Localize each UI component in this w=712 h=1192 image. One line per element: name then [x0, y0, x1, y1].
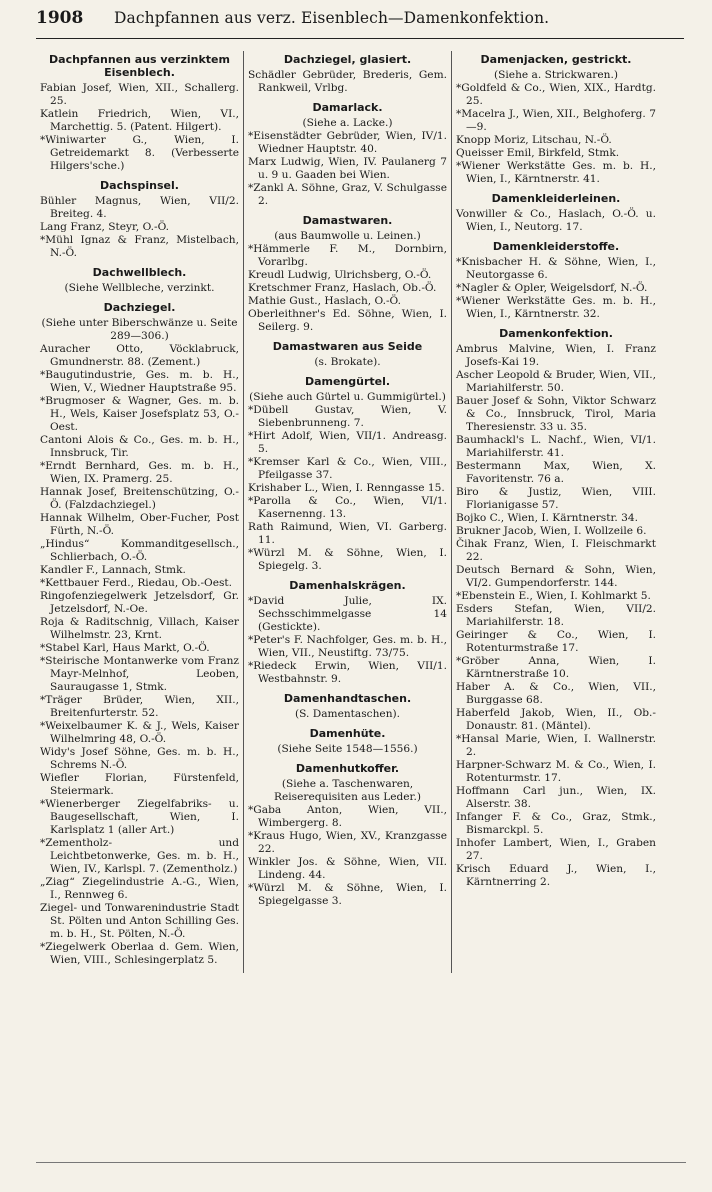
listing-section — [248, 53, 447, 95]
listing-entry: Widy's Josef Söhne, Ges. m. b. H., Schrems N.-Ö. — [40, 746, 239, 771]
listing-entry: Rath Raimund, Wien, VI. Garberg. 11. — [248, 521, 447, 546]
listing-entry: Deutsch Bernard & Sohn, Wien, VI/2. Gumpendorferstr. 144. — [456, 564, 656, 589]
listing-section — [248, 579, 447, 686]
listing-entry: Winkler Jos. & Söhne, Wien, VII. Lindeng. 44. — [248, 856, 447, 881]
listing-entry: Harpner-Schwarz M. & Co., Wien, I. Rotenturmstr. 17. — [456, 759, 656, 784]
listing-entry: Wiefler Florian, Fürstenfeld, Steiermark. — [40, 772, 239, 797]
listing-entry: Hannak Josef, Breitenschützing, O.-Ö. (Falzdachziegel.) — [40, 486, 239, 511]
listing-entry: Auracher Otto, Vöcklabruck, Gmundnerstr. 88. (Zement.) — [40, 343, 239, 368]
listing-entry: Ziegel- und Tonwarenindustrie Stadt St. Pölten und Anton Schilling Ges. m. b. H., St. Pölten, N.-Ö. — [40, 902, 239, 940]
listing-entry: *Würzl M. & Söhne, Wien, I. Spiegelgasse 3. — [248, 882, 447, 907]
section-heading: Dachziegel. — [103, 301, 176, 314]
listing-entry: Brukner Jacob, Wien, I. Wollzeile 6. — [456, 525, 647, 537]
listing-entry: Krisch Eduard J., Wien, I., Kärntnerring 2. — [456, 863, 656, 888]
listing-entry: Fabian Josef, Wien, XII., Schallerg. 25. — [40, 82, 239, 107]
listing-entry: *Stabel Karl, Haus Markt, O.-Ö. — [40, 642, 210, 654]
listing-entry: Infanger F. & Co., Graz, Stmk., Bismarckpl. 5. — [456, 811, 656, 836]
listing-entry: *Brugmoser & Wagner, Ges. m. b. H., Wels, Kaiser Josefsplatz 53, O.-Oest. — [40, 395, 239, 433]
listing-entry: Vonwiller & Co., Haslach, O.-Ö. u. Wien, I., Neutorg. 17. — [456, 208, 656, 233]
section-heading: Dachziegel, glasiert. — [283, 53, 412, 66]
listing-entry: *Knisbacher H. & Söhne, Wien, I., Neutorgasse 6. — [456, 256, 656, 281]
listing-entry: *Wienerberger Ziegelfabriks- u. Baugesellschaft, Wien, I. Karlsplatz 1 (aller Art.) — [40, 798, 239, 836]
listing-entry: *Dübell Gustav, Wien, V. Siebenbrunneng. 7. — [248, 404, 447, 429]
listing-entry: Kreudl Ludwig, Ulrichsberg, O.-Ö. — [248, 269, 432, 281]
listing-entry: Inhofer Lambert, Wien, I., Graben 27. — [456, 837, 656, 862]
listing-entry: *Baugutindustrie, Ges. m. b. H., Wien, V., Wiedner Hauptstraße 95. — [40, 369, 239, 394]
listing-entry: *Eisenstädter Gebrüder, Wien, IV/1. Wiedner Hauptstr. 40. — [248, 130, 447, 155]
listing-entry: *Gaba Anton, Wien, VII., Wimbergerg. 8. — [248, 804, 447, 829]
section-heading: Dachwellblech. — [92, 266, 187, 279]
listing-entry: Marx Ludwig, Wien, IV. Paulanerg 7 u. 9 u. Gaaden bei Wien. — [248, 156, 447, 181]
listing-entry: Ascher Leopold & Bruder, Wien, VII., Mariahilferstr. 50. — [456, 369, 656, 394]
listing-entry: *Mühl Ignaz & Franz, Mistelbach, N.-Ö. — [40, 234, 239, 259]
listing-entry: *Steirische Montanwerke vom Franz Mayr-Melnhof, Leoben, Sauraugasse 1, Stmk. — [40, 655, 239, 693]
listing-section — [248, 692, 447, 721]
listing-entry: Cantoni Alois & Co., Ges. m. b. H., Innsbruck, Tir. — [40, 434, 239, 459]
section-heading: Damenkleiderleinen. — [491, 192, 621, 205]
listing-entry: *Hirt Adolf, Wien, VII/1. Andreasg. 5. — [248, 430, 447, 455]
listing-entry: *Goldfeld & Co., Wien, XIX., Hardtg. 25. — [456, 82, 656, 107]
section-heading: Damarlack. — [312, 101, 383, 114]
listing-entry: Oberleithner's Ed. Söhne, Wien, I. Seilerg. 9. — [248, 308, 447, 333]
column-1 — [36, 51, 244, 973]
listing-entry: *Hansal Marie, Wien, I. Wallnerstr. 2. — [456, 733, 656, 758]
listing-entry: *Ziegelwerk Oberlaa d. Gem. Wien, Wien, VIII., Schlesingerplatz 5. — [40, 941, 239, 966]
cross-reference: (Siehe Seite 1548—1556.) — [277, 743, 418, 755]
listing-section — [248, 340, 447, 369]
listing-entry: *Ebenstein E., Wien, I. Kohlmarkt 5. — [456, 590, 651, 602]
listing-entry: Esders Stefan, Wien, VII/2. Mariahilferstr. 18. — [456, 603, 656, 628]
cross-reference: (Siehe unter Biberschwänze u. Seite 289—306.) — [41, 317, 238, 342]
listing-section — [40, 301, 239, 967]
column-3 — [452, 51, 660, 973]
listing-entry: Haber A. & Co., Wien, VII., Burggasse 68. — [456, 681, 656, 706]
page-number: 1908 — [36, 8, 84, 28]
listing-section — [248, 375, 447, 573]
page-header — [36, 8, 684, 39]
listing-entry: Lang Franz, Steyr, O.-Ö. — [40, 221, 170, 233]
section-heading: Damastwaren. — [302, 214, 393, 227]
listing-entry: *Erndt Bernhard, Ges. m. b. H., Wien, IX. Pramerg. 25. — [40, 460, 239, 485]
listing-entry: Baumhackl's L. Nachf., Wien, VI/1. Mariahilferstr. 41. — [456, 434, 656, 459]
section-heading: Damenhüte. — [309, 727, 386, 740]
listing-entry: Kretschmer Franz, Haslach, Ob.-Ö. — [248, 282, 437, 294]
listing-entry: *Würzl M. & Söhne, Wien, I. Spiegelg. 3. — [248, 547, 447, 572]
listing-entry: Bestermann Max, Wien, X. Favoritenstr. 76 a. — [456, 460, 656, 485]
listing-section — [248, 762, 447, 908]
section-heading: Damenhandtaschen. — [283, 692, 412, 705]
listing-entry: Bojko C., Wien, I. Kärntnerstr. 34. — [456, 512, 638, 524]
listing-entry: Katlein Friedrich, Wien, VI., Marchettig. 5. (Patent. Hilgert). — [40, 108, 239, 133]
section-heading: Damengürtel. — [304, 375, 391, 388]
listing-entry: *Weixelbaumer K. & J., Wels, Kaiser Wilhelmring 48, O.-Ö. — [40, 720, 239, 745]
listing-entry: *Parolla & Co., Wien, VI/1. Kasernenng. 13. — [248, 495, 447, 520]
section-heading: Damenhalskrägen. — [289, 579, 406, 592]
listing-entry: *Gröber Anna, Wien, I. Kärntnerstraße 10. — [456, 655, 656, 680]
listing-section — [40, 179, 239, 260]
listing-entry: Bühler Magnus, Wien, VII/2. Breiteg. 4. — [40, 195, 239, 220]
listing-entry: Biro & Justiz, Wien, VIII. Florianigasse 57. — [456, 486, 656, 511]
listing-entry: *David Julie, IX. Sechsschimmelgasse 14 (Gestickte). — [248, 595, 447, 633]
listing-entry: Hoffmann Carl jun., Wien, IX. Alserstr. 38. — [456, 785, 656, 810]
cross-reference: (Siehe a. Strickwaren.) — [494, 69, 618, 81]
listing-entry: *Winiwarter G., Wien, I. Getreidemarkt 8. (Verbesserte Hilgers'sche.) — [40, 134, 239, 172]
listing-entry: Geiringer & Co., Wien, I. Rotenturmstraße 17. — [456, 629, 656, 654]
listing-entry: Kandler F., Lannach, Stmk. — [40, 564, 186, 576]
section-heading: Dachpfannen aus verzinktem Eisenblech. — [49, 53, 230, 79]
listing-entry: *Nagler & Opler, Weigelsdorf, N.-Ö. — [456, 282, 648, 294]
listing-entry: Krishaber L., Wien, I. Renngasse 15. — [248, 482, 445, 494]
listing-entry: *Kraus Hugo, Wien, XV., Kranzgasse 22. — [248, 830, 447, 855]
cross-reference: (Siehe auch Gürtel u. Gummigürtel.) — [249, 391, 446, 403]
listing-entry: Mathie Gust., Haslach, O.-Ö. — [248, 295, 401, 307]
listing-entry: Čihak Franz, Wien, I. Fleischmarkt 22. — [456, 538, 656, 563]
section-heading: Damenkleiderstoffe. — [492, 240, 620, 253]
section-heading: Dachspinsel. — [100, 179, 179, 192]
listing-section — [40, 266, 239, 295]
cross-reference: (s. Brokate). — [314, 356, 381, 368]
section-heading: Damenkonfektion. — [499, 327, 613, 340]
section-heading: Damenjacken, gestrickt. — [480, 53, 632, 66]
listing-entry: Ringofenziegelwerk Jetzelsdorf, Gr. Jetzelsdorf, N.-Oe. — [40, 590, 239, 615]
cross-reference: (Siehe a. Lacke.) — [302, 117, 393, 129]
listing-section — [248, 727, 447, 756]
listing-entry: „Hindus“ Kommanditgesellsch., Schlierbach, O.-Ö. — [40, 538, 239, 563]
listing-entry: Queisser Emil, Birkfeld, Stmk. — [456, 147, 620, 159]
cross-reference: (S. Damentaschen). — [294, 708, 401, 720]
cross-reference: (aus Baumwolle u. Leinen.) — [274, 230, 421, 242]
listing-entry: *Zankl A. Söhne, Graz, V. Schulgasse 2. — [248, 182, 447, 207]
cross-reference: (Siehe Wellbleche, verzinkt. — [64, 282, 215, 294]
listing-entry: Bauer Josef & Sohn, Viktor Schwarz & Co., Innsbruck, Tirol, Maria Theresienstr. 33 u. 35. — [456, 395, 656, 433]
listing-entry: *Wiener Werkstätte Ges. m. b. H., Wien, I., Kärntnerstr. 32. — [456, 295, 656, 320]
section-heading: Damenhutkoffer. — [295, 762, 400, 775]
listing-entry: Schädler Gebrüder, Brederis, Gem. Rankweil, Vrlbg. — [248, 69, 447, 94]
listing-section — [456, 240, 656, 321]
listing-section — [456, 192, 656, 234]
listing-entry: Ambrus Malvine, Wien, I. Franz Josefs-Kai 19. — [456, 343, 656, 368]
listing-section — [40, 53, 239, 173]
listing-entry: *Hämmerle F. M., Dornbirn, Vorarlbg. — [248, 243, 447, 268]
listing-entry: *Peter's F. Nachfolger, Ges. m. b. H., Wien, VII., Neustiftg. 73/75. — [248, 634, 447, 659]
page-title: Dachpfannen aus verz. Eisenblech—Damenkonfektion. — [114, 9, 550, 27]
listing-entry: *Wiener Werkstätte Ges. m. b. H., Wien, I., Kärntnerstr. 41. — [456, 160, 656, 185]
listing-section — [456, 53, 656, 186]
section-heading: Damastwaren aus Seide — [272, 340, 423, 353]
listing-entry: *Macelra J., Wien, XII., Belghoferg. 7—9. — [456, 108, 656, 133]
listing-entry: Hannak Wilhelm, Ober-Fucher, Post Fürth, N.-Ö. — [40, 512, 239, 537]
cross-reference: (Siehe a. Taschenwaren, Reiserequisiten aus Leder.) — [274, 778, 421, 803]
column-2 — [244, 51, 452, 973]
listing-entry: *Kremser Karl & Co., Wien, VIII., Pfeilgasse 37. — [248, 456, 447, 481]
listing-entry: Knopp Moriz, Litschau, N.-Ö. — [456, 134, 612, 146]
listing-entry: *Träger Brüder, Wien, XII., Breitenfurterstr. 52. — [40, 694, 239, 719]
listing-section — [248, 214, 447, 334]
listing-entry: *Zementholz- und Leichtbetonwerke, Ges. m. b. H., Wien, IV., Karlspl. 7. (Zementholz.) — [40, 837, 239, 875]
listing-section — [248, 101, 447, 208]
listing-entry: „Ziag“ Ziegelindustrie A.-G., Wien, I., Rennweg 6. — [40, 876, 239, 901]
listing-entry: Haberfeld Jakob, Wien, II., Ob.-Donaustr. 81. (Mäntel). — [456, 707, 656, 732]
listing-entry: *Riedeck Erwin, Wien, VII/1. Westbahnstr. 9. — [248, 660, 447, 685]
columns-container — [36, 51, 684, 973]
listing-entry: *Kettbauer Ferd., Riedau, Ob.-Oest. — [40, 577, 233, 589]
listing-section — [456, 327, 656, 889]
bottom-rule — [36, 1162, 686, 1163]
listing-entry: Roja & Raditschnig, Villach, Kaiser Wilhelmstr. 23, Krnt. — [40, 616, 239, 641]
